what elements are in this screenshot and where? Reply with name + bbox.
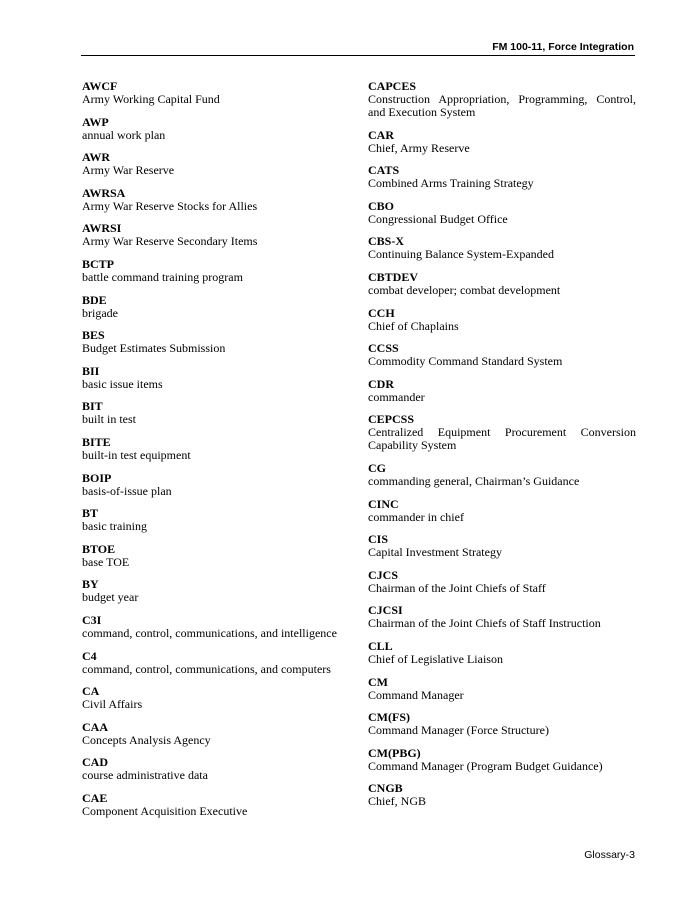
glossary-entry [82, 222, 347, 248]
glossary-term: AWCF [82, 79, 118, 93]
glossary-entry [82, 756, 347, 782]
glossary-definition: Chief of Legislative Liaison [368, 651, 503, 666]
glossary-term: CLL [368, 638, 393, 653]
glossary-term: BII [82, 363, 100, 378]
glossary-entry [368, 676, 636, 702]
glossary-term: C4 [82, 648, 97, 663]
glossary-definition: basis-of-issue plan [82, 483, 172, 498]
page-number: Glossary-3 [584, 849, 635, 861]
glossary-definition: built in test [82, 412, 136, 427]
glossary-entry [82, 436, 347, 462]
glossary-entry [82, 294, 347, 320]
header-rule [81, 55, 635, 56]
glossary-term: CCSS [368, 341, 399, 356]
glossary-entry [368, 498, 636, 524]
glossary-entry [82, 400, 347, 426]
glossary-term: AWRSI [82, 221, 122, 236]
glossary-term: CIS [368, 532, 389, 547]
glossary-term: CAR [368, 127, 394, 142]
glossary-term: BIT [82, 399, 103, 414]
glossary-definition: combat developer; combat development [368, 282, 561, 297]
glossary-entry [368, 378, 636, 404]
glossary-definition: Command Manager (Program Budget Guidance) [368, 758, 603, 773]
glossary-definition: Chief, NGB [368, 794, 426, 809]
glossary-term: CNGB [368, 781, 403, 796]
glossary-entry [82, 578, 347, 604]
glossary-term: CDR [368, 376, 394, 391]
glossary-definition: commander in chief [368, 509, 464, 524]
glossary-term: BITE [82, 434, 111, 449]
glossary-term: BOIP [82, 470, 112, 485]
glossary-definition: basic issue items [82, 376, 163, 391]
glossary-entry [368, 569, 636, 595]
glossary-term: CM(FS) [368, 710, 410, 725]
glossary-definition: Budget Estimates Submission [82, 341, 226, 356]
glossary-term: CCH [368, 305, 395, 320]
glossary-entry [82, 151, 347, 177]
glossary-term: CM [368, 674, 388, 689]
glossary-term: CINC [368, 496, 399, 511]
glossary-term: BCTP [82, 256, 115, 271]
glossary-definition: Concepts Analysis Agency [82, 732, 211, 747]
glossary-definition: annual work plan [82, 127, 166, 142]
glossary-term: CAPCES [368, 79, 417, 93]
glossary-entry [82, 721, 347, 747]
glossary-entry [368, 80, 636, 119]
glossary-entry [368, 711, 636, 737]
glossary-definition: brigade [82, 305, 118, 320]
glossary-term: BT [82, 506, 99, 521]
glossary-definition: commanding general, Chairman’s Guidance [368, 473, 580, 488]
glossary-entry [82, 329, 347, 355]
glossary-term: C3I [82, 612, 102, 627]
glossary-entry [82, 365, 347, 391]
glossary-term: AWR [82, 150, 111, 165]
glossary-definition: basic training [82, 519, 147, 534]
glossary-definition: budget year [82, 590, 139, 605]
glossary-term: CM(PBG) [368, 745, 421, 760]
glossary-definition: Continuing Balance System-Expanded [368, 247, 554, 262]
glossary-entry [82, 792, 347, 818]
glossary-term: CAA [82, 719, 108, 734]
glossary-term: CATS [368, 163, 400, 178]
glossary-definition: Command Manager (Force Structure) [368, 723, 549, 738]
glossary-definition: Command Manager [368, 687, 464, 702]
glossary-definition: Army War Reserve [82, 163, 175, 178]
glossary-definition: Army War Reserve Secondary Items [82, 234, 258, 249]
glossary-definition: Combined Arms Training Strategy [368, 176, 534, 191]
glossary-term: CBS-X [368, 234, 405, 249]
glossary-entry [82, 543, 347, 569]
glossary-definition: Centralized Equipment Procurement Conversion Capability System [368, 425, 636, 453]
glossary-term: AWRSA [82, 185, 126, 200]
glossary-entry [82, 116, 347, 142]
glossary-definition: course administrative data [82, 768, 208, 783]
glossary-definition: Component Acquisition Executive [82, 803, 248, 818]
glossary-entry [368, 413, 636, 452]
glossary-definition: built-in test equipment [82, 447, 191, 462]
glossary-entry [82, 507, 347, 533]
glossary-definition: commander [368, 389, 425, 404]
glossary-definition: command, control, communications, and computers [82, 661, 331, 676]
glossary-entry [82, 614, 347, 640]
glossary-entry [82, 472, 347, 498]
glossary-definition: Army Working Capital Fund [82, 92, 220, 106]
glossary-entry [82, 685, 347, 711]
glossary-term: BDE [82, 292, 107, 307]
glossary-definition: Commodity Command Standard System [368, 354, 563, 369]
glossary-definition: base TOE [82, 554, 130, 569]
glossary-entry [368, 462, 636, 488]
glossary-entry [82, 187, 347, 213]
glossary-entry [368, 235, 636, 261]
glossary-entry [82, 650, 347, 676]
glossary-term: BY [82, 577, 99, 592]
glossary-definition: Chief, Army Reserve [368, 140, 470, 155]
glossary-term: CA [82, 684, 100, 699]
glossary-term: CG [368, 460, 386, 475]
glossary-definition: battle command training program [82, 269, 243, 284]
glossary-column-right [368, 80, 636, 818]
glossary-definition: command, control, communications, and intelligence [82, 625, 337, 640]
glossary-entry [368, 200, 636, 226]
glossary-definition: Chairman of the Joint Chiefs of Staff [368, 580, 546, 595]
glossary-entry [82, 80, 347, 106]
glossary-definition: Army War Reserve Stocks for Allies [82, 198, 258, 213]
glossary-entry [368, 533, 636, 559]
glossary-entry [368, 604, 636, 630]
glossary-column-left [82, 80, 347, 827]
glossary-term: BTOE [82, 541, 116, 556]
glossary-term: CEPCSS [368, 412, 415, 427]
glossary-term: AWP [82, 114, 109, 129]
glossary-entry [368, 164, 636, 190]
glossary-entry [368, 782, 636, 808]
glossary-definition: Capital Investment Strategy [368, 545, 502, 560]
glossary-term: CJCSI [368, 603, 403, 618]
glossary-entry [368, 342, 636, 368]
glossary-term: CAD [82, 755, 108, 770]
glossary-term: BES [82, 328, 105, 343]
glossary-entry [82, 258, 347, 284]
glossary-definition: Chief of Chaplains [368, 318, 459, 333]
glossary-definition: Chairman of the Joint Chiefs of Staff Instruction [368, 616, 601, 631]
glossary-term: CAE [82, 790, 108, 805]
glossary-entry [368, 271, 636, 297]
glossary-definition: Construction Appropriation, Programming, Control, and Execution System [368, 92, 636, 119]
glossary-term: CBO [368, 198, 395, 213]
glossary-entry [368, 747, 636, 773]
glossary-definition: Civil Affairs [82, 697, 143, 712]
glossary-entry [368, 640, 636, 666]
glossary-definition: Congressional Budget Office [368, 211, 508, 226]
glossary-term: CJCS [368, 567, 399, 582]
glossary-term: CBTDEV [368, 269, 419, 284]
glossary-entry [368, 129, 636, 155]
page-header-title: FM 100-11, Force Integration [492, 41, 634, 53]
glossary-entry [368, 307, 636, 333]
